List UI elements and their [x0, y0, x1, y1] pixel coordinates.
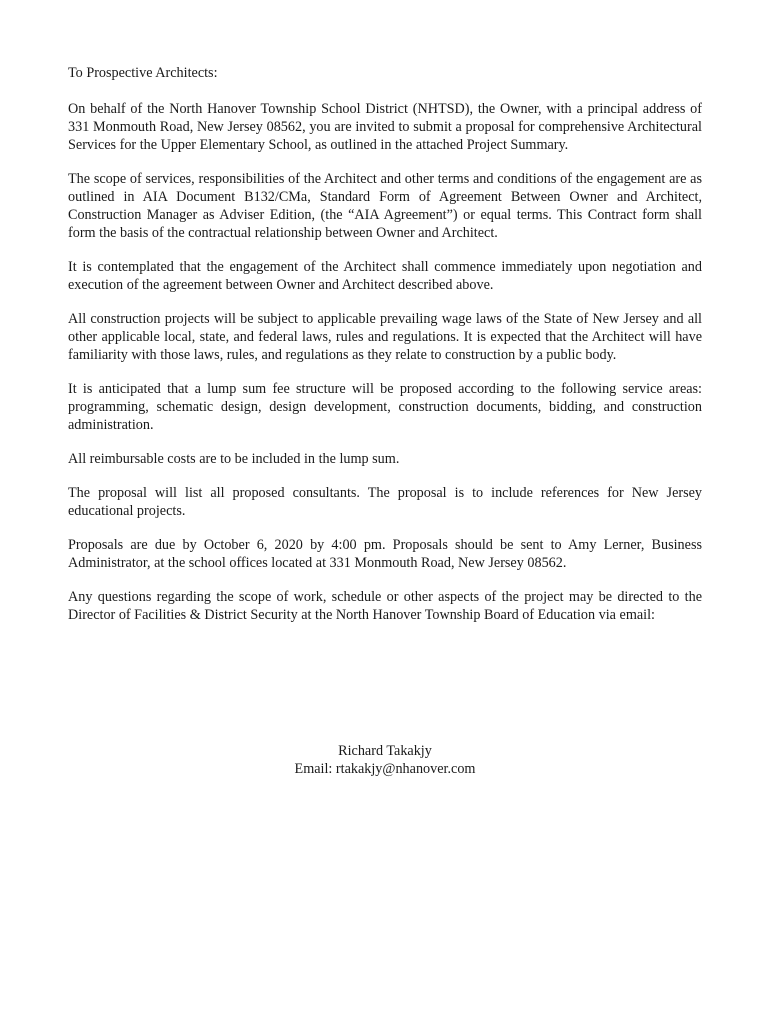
signature-block: [68, 742, 702, 778]
paragraph-reimbursable: All reimbursable costs are to be included in the lump sum.: [68, 451, 400, 467]
letter-body: [68, 64, 702, 640]
paragraph-questions: Any questions regarding the scope of work, schedule or other aspects of the project may be directed to the Director of Facilities & District Security at the North Hanover Township Board of Education via email:: [68, 589, 702, 623]
paragraph-consultants: The proposal will list all proposed consultants. The proposal is to include references for New Jersey educational projects.: [68, 485, 702, 519]
paragraph-commencement: It is contemplated that the engagement of the Architect shall commence immediately upon negotiation and execution of the agreement between Owner and Architect described above.: [68, 259, 702, 293]
paragraph-fee-structure: It is anticipated that a lump sum fee structure will be proposed according to the following service areas: programming, schematic design, design development, construction documents, bidding, and construction administration.: [68, 381, 702, 433]
salutation: To Prospective Architects:: [68, 65, 218, 81]
paragraph-deadline: Proposals are due by October 6, 2020 by 4:00 pm. Proposals should be sent to Amy Lerner, Business Administrator, at the school offices located at 331 Monmouth Road, New Jersey 08562.: [68, 537, 702, 571]
paragraph-scope: The scope of services, responsibilities of the Architect and other terms and conditions of the engagement are as outlined in AIA Document B132/CMa, Standard Form of Agreement Between Owner and Architect, Construction Manager as Adviser Edition, (the “AIA Agreement”) or equal terms. This Contract form shall form the basis of the contractual relationship between Owner and Architect.: [68, 171, 702, 241]
signer-name: Richard Takakjy: [338, 743, 432, 759]
signer-email: Email: rtakakjy@nhanover.com: [294, 761, 476, 777]
paragraph-wage-laws: All construction projects will be subject to applicable prevailing wage laws of the State of New Jersey and all other applicable local, state, and federal laws, rules and regulations. It is expected that the Architect will have familiarity with those laws, rules, and regulations as they relate to construction by a public body.: [68, 311, 702, 363]
paragraph-invitation: On behalf of the North Hanover Township School District (NHTSD), the Owner, with a principal address of 331 Monmouth Road, New Jersey 08562, you are invited to submit a proposal for comprehensive Architectural Services for the Upper Elementary School, as outlined in the attached Project Summary.: [68, 101, 702, 153]
